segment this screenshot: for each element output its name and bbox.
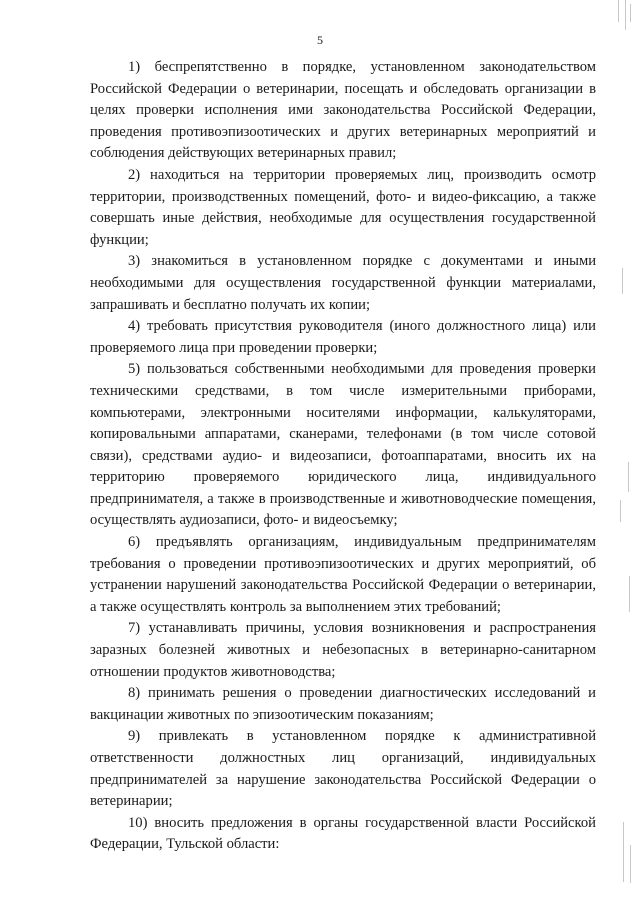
document-body [90, 57, 596, 856]
paragraph-item-3: 3) знакомиться в установленном порядке с документами и иными необходимыми для осуществления государственной функции материалами, запрашивать и бесплатно получать их копии; [90, 253, 596, 313]
paragraph-item-4: 4) требовать присутствия руководителя (иного должностного лица) или проверяемого лица при проведении проверки; [90, 318, 596, 356]
scan-mark [628, 462, 629, 492]
paragraph-item-5: 5) пользоваться собственными необходимыми для проведения проверки техническими средствами, в том числе измерительными приборами, компьютерами, электронными носителями информации, калькуляторами, копировальными аппаратами, сканерами, телефонами (в том числе сотовой связи), средствами аудио- и видеозаписи, фотоаппаратами, вносить их на территорию проверяемого юридического лица, индивидуального предпринимателя, а также в производственные и животноводческие помещения, осуществлять аудиозаписи, фото- и видеосъемку; [90, 361, 596, 529]
scan-mark [622, 268, 623, 294]
scan-mark [623, 822, 624, 882]
paragraph-item-1: 1) беспрепятственно в порядке, установленном законодательством Российской Федерации о ветеринарии, посещать и обследовать организации в целях проверки исполнения ими законодательства Российской Федерации, проведения противоэпизоотических и других ветеринарных мероприятий и соблюдения действующих ветеринарных правил; [90, 59, 596, 162]
paragraph-item-9: 9) привлекать в установленном порядке к административной ответственности должностных лиц организаций, индивидуальных предпринимателей за нарушение законодательства Российской Федерации о ветеринарии; [90, 728, 596, 810]
paragraph-item-10: 10) вносить предложения в органы государственной власти Российской Федерации, Тульской области: [90, 814, 596, 853]
scan-mark [620, 500, 621, 522]
page-number: 5 [317, 33, 323, 47]
paragraph-item-7: 7) устанавливать причины, условия возникновения и распространения заразных болезней животных и небезопасных в ветеринарно-санитарном отношении продуктов животноводства; [90, 620, 596, 680]
scan-mark [618, 0, 619, 22]
scan-mark [630, 4, 631, 22]
scan-mark [629, 576, 630, 612]
paragraph-item-6: 6) предъявлять организациям, индивидуальным предпринимателям требования о проведении противоэпизоотических и других мероприятий, об устранении нарушений законодательства Российской Федерации о ветеринарии, а также осуществлять контроль за выполнением этих требований; [90, 534, 596, 615]
scan-mark [625, 0, 626, 30]
paragraph-item-8: 8) принимать решения о проведении диагностических исследований и вакцинации животных по эпизоотическим показаниям; [90, 685, 596, 723]
scan-edge-marks [610, 0, 634, 905]
scan-mark [630, 845, 631, 883]
paragraph-item-2: 2) находиться на территории проверяемых лиц, производить осмотр территории, производственных помещений, фото- и видео-фиксацию, а также совершать иные действия, необходимые для осуществления государственной функции; [90, 166, 596, 248]
